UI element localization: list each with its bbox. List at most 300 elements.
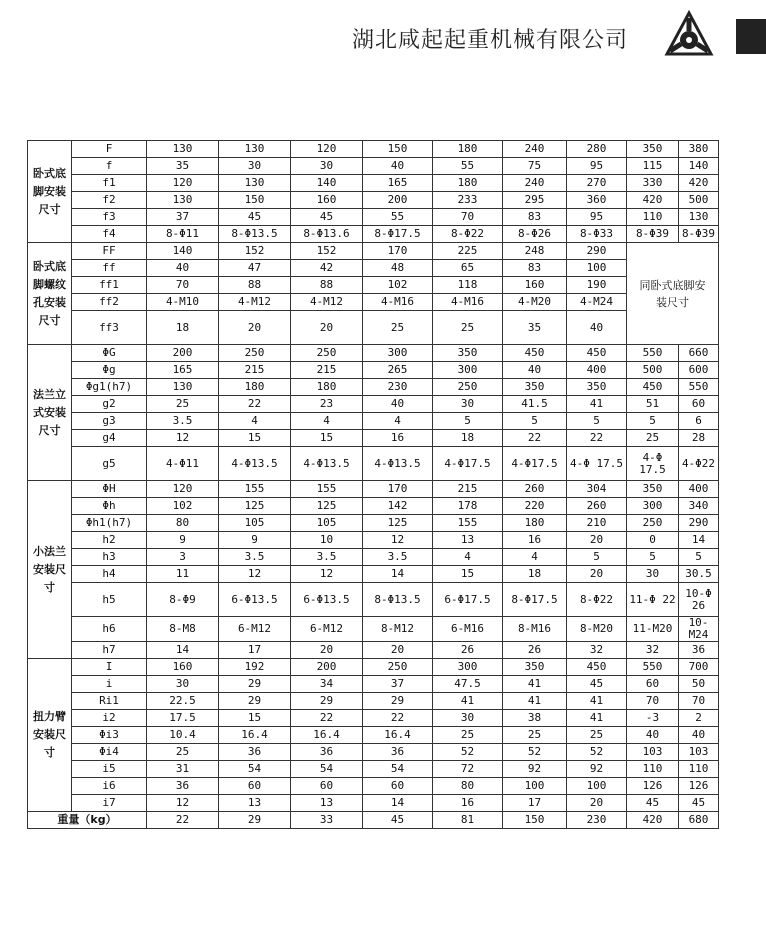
value-cell: 8-M20 bbox=[567, 617, 627, 642]
value-cell: 340 bbox=[679, 498, 719, 515]
value-cell: 9 bbox=[147, 532, 219, 549]
value-cell: 8-Φ22 bbox=[567, 583, 627, 617]
table-row bbox=[28, 583, 719, 617]
value-cell: 32 bbox=[567, 642, 627, 659]
value-cell: 125 bbox=[219, 498, 291, 515]
value-cell: 34 bbox=[291, 676, 363, 693]
value-cell: 60 bbox=[679, 396, 719, 413]
value-cell: 220 bbox=[503, 498, 567, 515]
value-cell: -3 bbox=[627, 710, 679, 727]
value-cell: 190 bbox=[567, 277, 627, 294]
value-cell: 13 bbox=[219, 795, 291, 812]
value-cell: 14 bbox=[363, 795, 433, 812]
company-logo-icon bbox=[664, 10, 714, 58]
value-cell: 60 bbox=[627, 676, 679, 693]
value-cell: 45 bbox=[679, 795, 719, 812]
param-cell: ΦG bbox=[72, 345, 147, 362]
value-cell: 260 bbox=[503, 481, 567, 498]
param-cell: h6 bbox=[72, 617, 147, 642]
param-cell: i2 bbox=[72, 710, 147, 727]
value-cell: 102 bbox=[147, 498, 219, 515]
param-cell: F bbox=[72, 141, 147, 158]
value-cell: 420 bbox=[679, 175, 719, 192]
value-cell: 180 bbox=[291, 379, 363, 396]
value-cell: 18 bbox=[503, 566, 567, 583]
same-as-note: 同卧式底脚安装尺寸 bbox=[627, 243, 719, 345]
value-cell: 295 bbox=[503, 192, 567, 209]
value-cell: 165 bbox=[147, 362, 219, 379]
value-cell: 42 bbox=[291, 260, 363, 277]
value-cell: 155 bbox=[219, 481, 291, 498]
value-cell: 4 bbox=[219, 413, 291, 430]
value-cell: 65 bbox=[433, 260, 503, 277]
value-cell: 30 bbox=[291, 158, 363, 175]
value-cell: 22 bbox=[567, 430, 627, 447]
value-cell: 550 bbox=[627, 659, 679, 676]
value-cell: 5 bbox=[627, 549, 679, 566]
value-cell: 4 bbox=[363, 413, 433, 430]
value-cell: 25 bbox=[147, 744, 219, 761]
value-cell: 450 bbox=[503, 345, 567, 362]
value-cell: 80 bbox=[433, 778, 503, 795]
param-cell: g5 bbox=[72, 447, 147, 481]
value-cell: 10-Φ 26 bbox=[679, 583, 719, 617]
value-cell: 22 bbox=[219, 396, 291, 413]
value-cell: 100 bbox=[567, 260, 627, 277]
value-cell: 270 bbox=[567, 175, 627, 192]
value-cell: 35 bbox=[147, 158, 219, 175]
value-cell: 350 bbox=[503, 379, 567, 396]
value-cell: 260 bbox=[567, 498, 627, 515]
param-cell: i5 bbox=[72, 761, 147, 778]
value-cell: 20 bbox=[567, 795, 627, 812]
value-cell: 115 bbox=[627, 158, 679, 175]
value-cell: 250 bbox=[363, 659, 433, 676]
value-cell: 450 bbox=[627, 379, 679, 396]
value-cell: 4-Φ 17.5 bbox=[567, 447, 627, 481]
value-cell: 15 bbox=[291, 430, 363, 447]
value-cell: 6-M16 bbox=[433, 617, 503, 642]
value-cell: 80 bbox=[147, 515, 219, 532]
value-cell: 41.5 bbox=[503, 396, 567, 413]
value-cell: 105 bbox=[291, 515, 363, 532]
value-cell: 45 bbox=[627, 795, 679, 812]
value-cell: 125 bbox=[291, 498, 363, 515]
value-cell: 41 bbox=[503, 676, 567, 693]
value-cell: 160 bbox=[291, 192, 363, 209]
value-cell: 5 bbox=[567, 549, 627, 566]
table-row bbox=[28, 693, 719, 710]
section-label: 扭力臂安装尺寸 bbox=[28, 659, 72, 812]
value-cell: 130 bbox=[147, 141, 219, 158]
value-cell: 15 bbox=[219, 710, 291, 727]
value-cell: 36 bbox=[291, 744, 363, 761]
value-cell: 110 bbox=[627, 209, 679, 226]
value-cell: 300 bbox=[433, 362, 503, 379]
param-cell: Φi3 bbox=[72, 727, 147, 744]
value-cell: 15 bbox=[219, 430, 291, 447]
value-cell: 18 bbox=[433, 430, 503, 447]
value-cell: 350 bbox=[433, 345, 503, 362]
value-cell: 200 bbox=[291, 659, 363, 676]
value-cell: 130 bbox=[219, 175, 291, 192]
value-cell: 16 bbox=[503, 532, 567, 549]
value-cell: 4-M24 bbox=[567, 294, 627, 311]
value-cell: 118 bbox=[433, 277, 503, 294]
value-cell: 54 bbox=[219, 761, 291, 778]
value-cell: 32 bbox=[627, 642, 679, 659]
value-cell: 210 bbox=[567, 515, 627, 532]
value-cell: 92 bbox=[503, 761, 567, 778]
value-cell: 110 bbox=[627, 761, 679, 778]
value-cell: 300 bbox=[363, 345, 433, 362]
value-cell: 51 bbox=[627, 396, 679, 413]
value-cell: 45 bbox=[363, 812, 433, 829]
value-cell: 130 bbox=[147, 192, 219, 209]
value-cell: 120 bbox=[147, 481, 219, 498]
value-cell: 4-M20 bbox=[503, 294, 567, 311]
value-cell: 4-M16 bbox=[363, 294, 433, 311]
value-cell: 155 bbox=[433, 515, 503, 532]
value-cell: 88 bbox=[219, 277, 291, 294]
value-cell: 60 bbox=[363, 778, 433, 795]
value-cell: 4-M12 bbox=[291, 294, 363, 311]
value-cell: 60 bbox=[291, 778, 363, 795]
value-cell: 41 bbox=[567, 396, 627, 413]
value-cell: 55 bbox=[433, 158, 503, 175]
value-cell: 20 bbox=[219, 311, 291, 345]
value-cell: 30 bbox=[627, 566, 679, 583]
value-cell: 95 bbox=[567, 209, 627, 226]
value-cell: 178 bbox=[433, 498, 503, 515]
param-cell: ΦH bbox=[72, 481, 147, 498]
value-cell: 20 bbox=[567, 532, 627, 549]
table-row bbox=[28, 761, 719, 778]
value-cell: 105 bbox=[219, 515, 291, 532]
value-cell: 265 bbox=[363, 362, 433, 379]
param-cell: i7 bbox=[72, 795, 147, 812]
table-row bbox=[28, 141, 719, 158]
value-cell: 45 bbox=[219, 209, 291, 226]
table-row bbox=[28, 396, 719, 413]
value-cell: 225 bbox=[433, 243, 503, 260]
table-row bbox=[28, 379, 719, 396]
value-cell: 12 bbox=[291, 566, 363, 583]
value-cell: 25 bbox=[147, 396, 219, 413]
value-cell: 25 bbox=[433, 727, 503, 744]
value-cell: 22 bbox=[503, 430, 567, 447]
value-cell: 60 bbox=[219, 778, 291, 795]
value-cell: 23 bbox=[291, 396, 363, 413]
value-cell: 70 bbox=[679, 693, 719, 710]
value-cell: 9 bbox=[219, 532, 291, 549]
value-cell: 150 bbox=[219, 192, 291, 209]
value-cell: 230 bbox=[363, 379, 433, 396]
param-cell: h2 bbox=[72, 532, 147, 549]
value-cell: 22 bbox=[291, 710, 363, 727]
value-cell: 17 bbox=[503, 795, 567, 812]
table-row bbox=[28, 566, 719, 583]
value-cell: 88 bbox=[291, 277, 363, 294]
value-cell: 37 bbox=[363, 676, 433, 693]
value-cell: 120 bbox=[291, 141, 363, 158]
param-cell: f3 bbox=[72, 209, 147, 226]
value-cell: 200 bbox=[363, 192, 433, 209]
table-row bbox=[28, 481, 719, 498]
value-cell: 8-Φ39 bbox=[627, 226, 679, 243]
value-cell: 26 bbox=[433, 642, 503, 659]
value-cell: 350 bbox=[627, 481, 679, 498]
param-cell: h3 bbox=[72, 549, 147, 566]
value-cell: 16 bbox=[433, 795, 503, 812]
value-cell: 81 bbox=[433, 812, 503, 829]
value-cell: 36 bbox=[147, 778, 219, 795]
value-cell: 30 bbox=[219, 158, 291, 175]
value-cell: 15 bbox=[433, 566, 503, 583]
value-cell: 52 bbox=[567, 744, 627, 761]
value-cell: 6-Φ13.5 bbox=[291, 583, 363, 617]
param-cell: g3 bbox=[72, 413, 147, 430]
spec-table bbox=[27, 140, 719, 829]
value-cell: 4-Φ17.5 bbox=[433, 447, 503, 481]
value-cell: 6 bbox=[679, 413, 719, 430]
value-cell: 13 bbox=[433, 532, 503, 549]
value-cell: 25 bbox=[503, 727, 567, 744]
value-cell: 16.4 bbox=[363, 727, 433, 744]
value-cell: 230 bbox=[567, 812, 627, 829]
value-cell: 41 bbox=[433, 693, 503, 710]
table-row bbox=[28, 158, 719, 175]
table-row bbox=[28, 311, 719, 345]
value-cell: 250 bbox=[291, 345, 363, 362]
value-cell: 4-M16 bbox=[433, 294, 503, 311]
table-row bbox=[28, 744, 719, 761]
value-cell: 29 bbox=[219, 676, 291, 693]
value-cell: 30 bbox=[147, 676, 219, 693]
value-cell: 6-M12 bbox=[219, 617, 291, 642]
value-cell: 350 bbox=[503, 659, 567, 676]
param-cell: f2 bbox=[72, 192, 147, 209]
value-cell: 33 bbox=[291, 812, 363, 829]
value-cell: 0 bbox=[627, 532, 679, 549]
value-cell: 700 bbox=[679, 659, 719, 676]
value-cell: 8-Φ17.5 bbox=[503, 583, 567, 617]
value-cell: 45 bbox=[291, 209, 363, 226]
value-cell: 36 bbox=[363, 744, 433, 761]
value-cell: 5 bbox=[679, 549, 719, 566]
value-cell: 4 bbox=[291, 413, 363, 430]
value-cell: 70 bbox=[627, 693, 679, 710]
value-cell: 4-M12 bbox=[219, 294, 291, 311]
param-cell: f bbox=[72, 158, 147, 175]
table-row bbox=[28, 430, 719, 447]
value-cell: 40 bbox=[679, 727, 719, 744]
value-cell: 103 bbox=[679, 744, 719, 761]
table-row bbox=[28, 710, 719, 727]
value-cell: 8-Φ9 bbox=[147, 583, 219, 617]
value-cell: 22 bbox=[147, 812, 219, 829]
table-row bbox=[28, 795, 719, 812]
value-cell: 102 bbox=[363, 277, 433, 294]
value-cell: 40 bbox=[503, 362, 567, 379]
table-row bbox=[28, 226, 719, 243]
value-cell: 29 bbox=[219, 693, 291, 710]
table-row bbox=[28, 515, 719, 532]
value-cell: 5 bbox=[567, 413, 627, 430]
value-cell: 12 bbox=[147, 795, 219, 812]
value-cell: 12 bbox=[147, 430, 219, 447]
value-cell: 83 bbox=[503, 260, 567, 277]
value-cell: 103 bbox=[627, 744, 679, 761]
param-cell: h4 bbox=[72, 566, 147, 583]
table-row bbox=[28, 175, 719, 192]
value-cell: 165 bbox=[363, 175, 433, 192]
table-row bbox=[28, 727, 719, 744]
value-cell: 360 bbox=[567, 192, 627, 209]
value-cell: 8-Φ17.5 bbox=[363, 226, 433, 243]
value-cell: 192 bbox=[219, 659, 291, 676]
section-label: 法兰立式安装尺寸 bbox=[28, 345, 72, 481]
value-cell: 3.5 bbox=[147, 413, 219, 430]
value-cell: 450 bbox=[567, 659, 627, 676]
value-cell: 17 bbox=[219, 642, 291, 659]
value-cell: 152 bbox=[291, 243, 363, 260]
value-cell: 180 bbox=[503, 515, 567, 532]
value-cell: 300 bbox=[433, 659, 503, 676]
table-row bbox=[28, 447, 719, 481]
value-cell: 54 bbox=[291, 761, 363, 778]
value-cell: 14 bbox=[363, 566, 433, 583]
value-cell: 40 bbox=[147, 260, 219, 277]
weight-row bbox=[28, 812, 719, 829]
value-cell: 170 bbox=[363, 481, 433, 498]
value-cell: 25 bbox=[627, 430, 679, 447]
table-row bbox=[28, 549, 719, 566]
param-cell: ff1 bbox=[72, 277, 147, 294]
value-cell: 400 bbox=[679, 481, 719, 498]
value-cell: 100 bbox=[567, 778, 627, 795]
value-cell: 8-Φ39 bbox=[679, 226, 719, 243]
value-cell: 280 bbox=[567, 141, 627, 158]
value-cell: 11 bbox=[147, 566, 219, 583]
table-row bbox=[28, 362, 719, 379]
section-label: 小法兰安装尺寸 bbox=[28, 481, 72, 659]
param-cell: g2 bbox=[72, 396, 147, 413]
weight-label: 重量（kg） bbox=[28, 812, 147, 829]
value-cell: 248 bbox=[503, 243, 567, 260]
table-row bbox=[28, 192, 719, 209]
value-cell: 110 bbox=[679, 761, 719, 778]
table-row bbox=[28, 498, 719, 515]
value-cell: 152 bbox=[219, 243, 291, 260]
param-cell: Φh bbox=[72, 498, 147, 515]
table-row bbox=[28, 345, 719, 362]
value-cell: 29 bbox=[291, 693, 363, 710]
value-cell: 5 bbox=[433, 413, 503, 430]
value-cell: 37 bbox=[147, 209, 219, 226]
value-cell: 155 bbox=[291, 481, 363, 498]
value-cell: 680 bbox=[679, 812, 719, 829]
value-cell: 70 bbox=[147, 277, 219, 294]
value-cell: 4 bbox=[433, 549, 503, 566]
value-cell: 26 bbox=[503, 642, 567, 659]
param-cell: Φg1(h7) bbox=[72, 379, 147, 396]
value-cell: 4-Φ 17.5 bbox=[627, 447, 679, 481]
value-cell: 4-Φ13.5 bbox=[363, 447, 433, 481]
value-cell: 660 bbox=[679, 345, 719, 362]
table-row bbox=[28, 209, 719, 226]
value-cell: 4-Φ11 bbox=[147, 447, 219, 481]
param-cell: Φi4 bbox=[72, 744, 147, 761]
value-cell: 420 bbox=[627, 192, 679, 209]
param-cell: Ri1 bbox=[72, 693, 147, 710]
value-cell: 140 bbox=[147, 243, 219, 260]
value-cell: 215 bbox=[219, 362, 291, 379]
value-cell: 6-Φ17.5 bbox=[433, 583, 503, 617]
value-cell: 20 bbox=[567, 566, 627, 583]
value-cell: 16.4 bbox=[219, 727, 291, 744]
value-cell: 550 bbox=[679, 379, 719, 396]
param-cell: i6 bbox=[72, 778, 147, 795]
value-cell: 14 bbox=[679, 532, 719, 549]
value-cell: 20 bbox=[291, 311, 363, 345]
value-cell: 4-M10 bbox=[147, 294, 219, 311]
value-cell: 4-Φ17.5 bbox=[503, 447, 567, 481]
value-cell: 38 bbox=[503, 710, 567, 727]
param-cell: g4 bbox=[72, 430, 147, 447]
value-cell: 290 bbox=[679, 515, 719, 532]
value-cell: 41 bbox=[567, 693, 627, 710]
param-cell: Φg bbox=[72, 362, 147, 379]
value-cell: 47.5 bbox=[433, 676, 503, 693]
company-name: 湖北咸起起重机械有限公司 bbox=[352, 28, 629, 53]
table-row bbox=[28, 277, 719, 294]
param-cell: Φh1(h7) bbox=[72, 515, 147, 532]
param-cell: f4 bbox=[72, 226, 147, 243]
value-cell: 17.5 bbox=[147, 710, 219, 727]
value-cell: 170 bbox=[363, 243, 433, 260]
value-cell: 3 bbox=[147, 549, 219, 566]
value-cell: 3.5 bbox=[291, 549, 363, 566]
value-cell: 54 bbox=[363, 761, 433, 778]
value-cell: 126 bbox=[679, 778, 719, 795]
value-cell: 8-Φ22 bbox=[433, 226, 503, 243]
value-cell: 250 bbox=[627, 515, 679, 532]
value-cell: 45 bbox=[567, 676, 627, 693]
section-label: 卧式底脚螺纹孔安装尺寸 bbox=[28, 243, 72, 345]
value-cell: 13 bbox=[291, 795, 363, 812]
value-cell: 18 bbox=[147, 311, 219, 345]
value-cell: 240 bbox=[503, 141, 567, 158]
value-cell: 40 bbox=[567, 311, 627, 345]
param-cell: ff2 bbox=[72, 294, 147, 311]
value-cell: 4 bbox=[503, 549, 567, 566]
value-cell: 250 bbox=[219, 345, 291, 362]
value-cell: 8-Φ26 bbox=[503, 226, 567, 243]
value-cell: 16.4 bbox=[291, 727, 363, 744]
value-cell: 25 bbox=[567, 727, 627, 744]
value-cell: 330 bbox=[627, 175, 679, 192]
value-cell: 41 bbox=[503, 693, 567, 710]
value-cell: 180 bbox=[433, 175, 503, 192]
table-row bbox=[28, 294, 719, 311]
value-cell: 72 bbox=[433, 761, 503, 778]
table-row bbox=[28, 260, 719, 277]
value-cell: 160 bbox=[147, 659, 219, 676]
value-cell: 25 bbox=[433, 311, 503, 345]
value-cell: 4-Φ22 bbox=[679, 447, 719, 481]
value-cell: 8-Φ11 bbox=[147, 226, 219, 243]
